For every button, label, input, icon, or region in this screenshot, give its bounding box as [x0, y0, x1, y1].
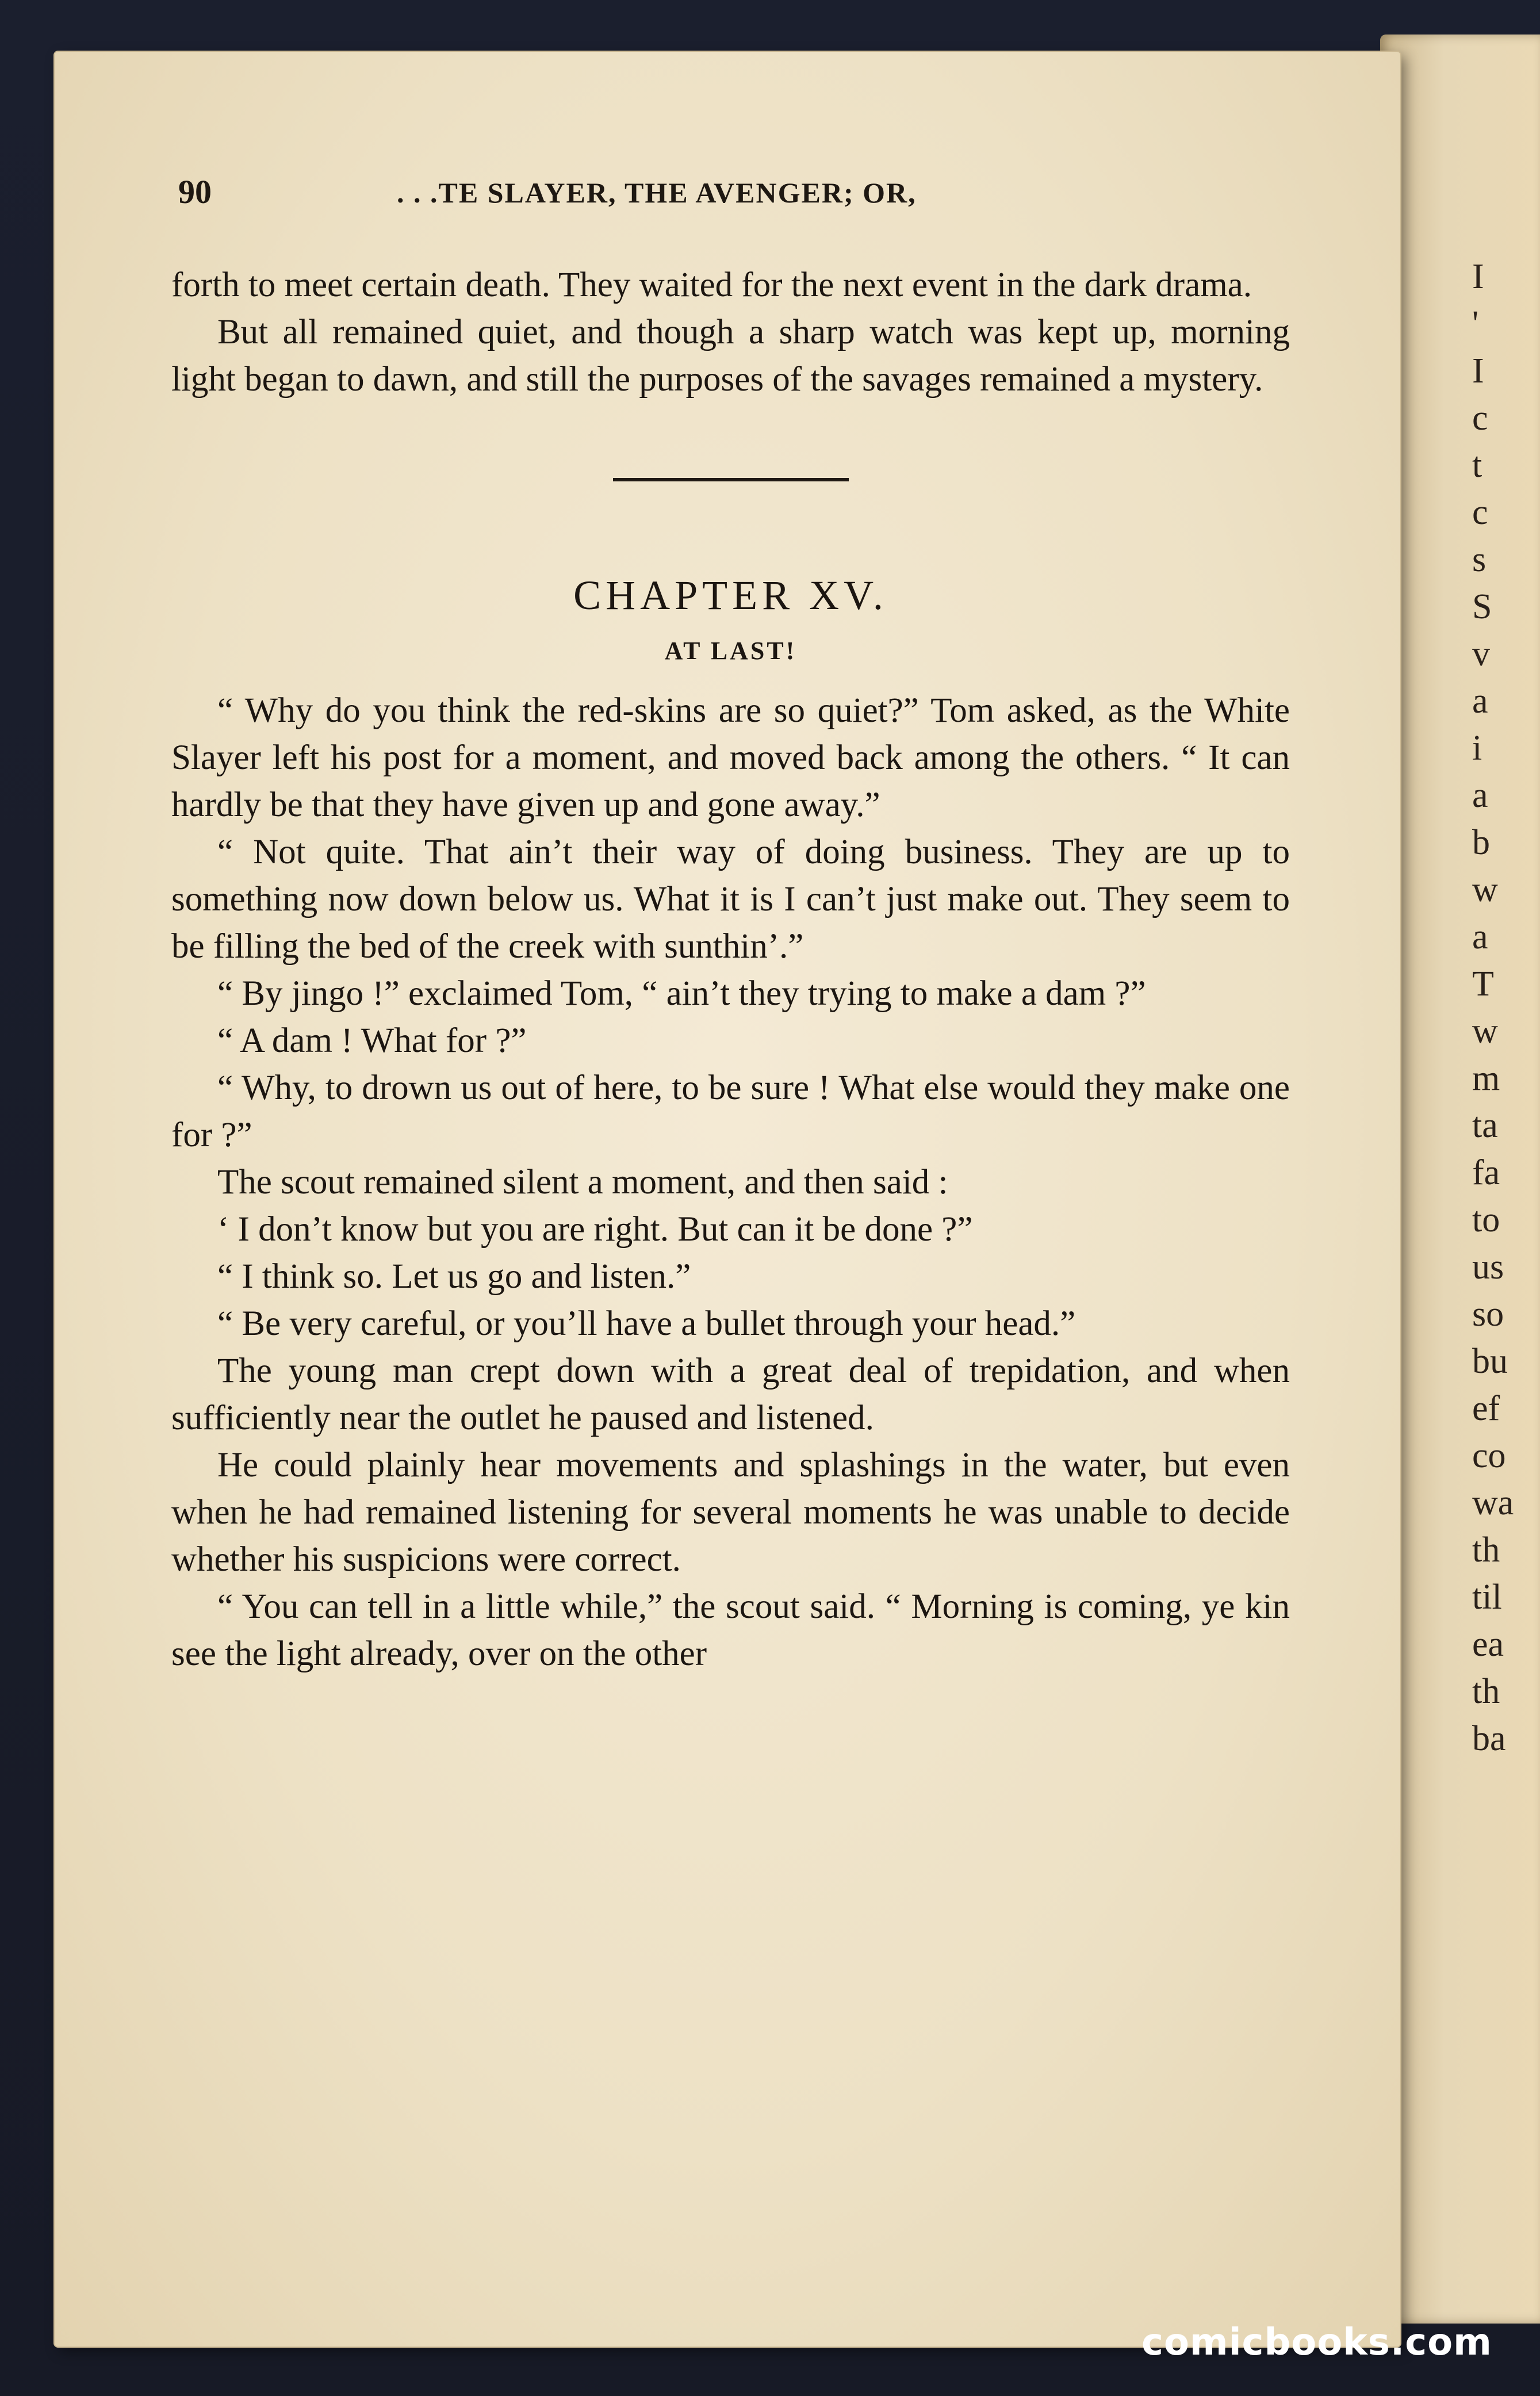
facing-page-fragment: til: [1472, 1578, 1502, 1617]
paragraph: “ Be very careful, or you’ll have a bullet through your head.”: [217, 1304, 1076, 1343]
facing-page-fragment: I: [1472, 257, 1484, 296]
facing-page-fragment: a: [1472, 776, 1488, 815]
facing-page-fragment: wa: [1472, 1483, 1514, 1522]
site-watermark: comicbooks.com: [1141, 2321, 1492, 2364]
paragraph: “ You can tell in a little while,” the scout said. “ Morning is coming, ye kin see the light already, over on the other: [171, 1587, 1290, 1673]
paragraph: “ I think so. Let us go and listen.”: [217, 1257, 691, 1296]
facing-page-fragment: a: [1472, 682, 1488, 721]
facing-page-fragment: so: [1472, 1295, 1504, 1334]
facing-page-fragment: us: [1472, 1247, 1504, 1287]
paragraph: forth to meet certain death. They waited for the next event in the dark drama.: [171, 266, 1252, 304]
facing-page-fragment: th: [1472, 1672, 1500, 1711]
facing-page-fragment: ef: [1472, 1389, 1500, 1428]
facing-page-fragment: bu: [1472, 1342, 1508, 1381]
paragraph: But all remained quiet, and though a sharp watch was kept up, morning light began to dawn, and still the purposes of the savages remained a mystery.: [171, 313, 1290, 399]
running-title: . . .TE SLAYER, THE AVENGER; OR,: [397, 177, 917, 209]
paragraph: ‘ I don’t know but you are right. But can it be done ?”: [217, 1210, 973, 1249]
section-divider: [613, 478, 849, 481]
facing-page-fragment: i: [1472, 729, 1482, 768]
facing-page-text-fragments: [1472, 253, 1540, 2151]
paragraph: “ By jingo !” exclaimed Tom, “ ain’t they trying to make a dam ?”: [217, 974, 1146, 1013]
paragraph: The young man crept down with a great deal of trepidation, and when sufficiently near the outlet he paused and listened.: [171, 1352, 1290, 1437]
facing-page-fragment: ': [1472, 304, 1479, 343]
facing-page-fragment: w: [1472, 870, 1498, 909]
facing-page-fragment: m: [1472, 1059, 1500, 1098]
paragraph: “ Why, to drown us out of here, to be sure ! What else would they make one for ?”: [171, 1069, 1290, 1154]
page-header: [178, 173, 1242, 224]
facing-page-fragment: S: [1472, 587, 1492, 626]
facing-page-fragment: fa: [1472, 1153, 1500, 1192]
facing-page-fragment: w: [1472, 1012, 1498, 1051]
facing-page-fragment: I: [1472, 351, 1484, 391]
facing-page-fragment: t: [1472, 446, 1482, 485]
paragraph: “ Not quite. That ain’t their way of doing business. They are up to something now down below us. What it is I can’t just make out. They seem to be filling the bed of the creek with sunthin’.”: [171, 833, 1290, 966]
facing-page-fragment: s: [1472, 540, 1487, 579]
facing-page-fragment: c: [1472, 399, 1488, 438]
facing-page-fragment: a: [1472, 917, 1488, 956]
chapter-subtitle: AT LAST!: [664, 637, 797, 665]
facing-page-fragment: v: [1472, 634, 1490, 673]
facing-page-fragment: ta: [1472, 1106, 1498, 1145]
facing-page-fragment: ea: [1472, 1625, 1504, 1664]
facing-page-fragment: co: [1472, 1436, 1506, 1475]
facing-page-fragment: c: [1472, 493, 1488, 532]
page-body: [171, 262, 1290, 1678]
paragraph: The scout remained silent a moment, and then said :: [217, 1163, 948, 1201]
paragraph: He could plainly hear movements and splashings in the water, but even when he had remained listening for several moments he was unable to decide whether his suspicions were correct.: [171, 1446, 1290, 1579]
facing-page-fragment: to: [1472, 1200, 1500, 1239]
facing-page-fragment: b: [1472, 823, 1490, 862]
paragraph: “ Why do you think the red-skins are so quiet?” Tom asked, as the White Slayer left his post for a moment, and moved back among the others. “ It can hardly be that they have given up and gone away.”: [171, 691, 1290, 824]
chapter-title: CHAPTER XV.: [573, 572, 888, 618]
paragraph: “ A dam ! What for ?”: [217, 1021, 527, 1060]
page-number: 90: [178, 173, 212, 210]
facing-page-fragment: ba: [1472, 1719, 1506, 1758]
facing-page-fragment: th: [1472, 1530, 1500, 1570]
facing-page-fragment: T: [1472, 964, 1494, 1004]
